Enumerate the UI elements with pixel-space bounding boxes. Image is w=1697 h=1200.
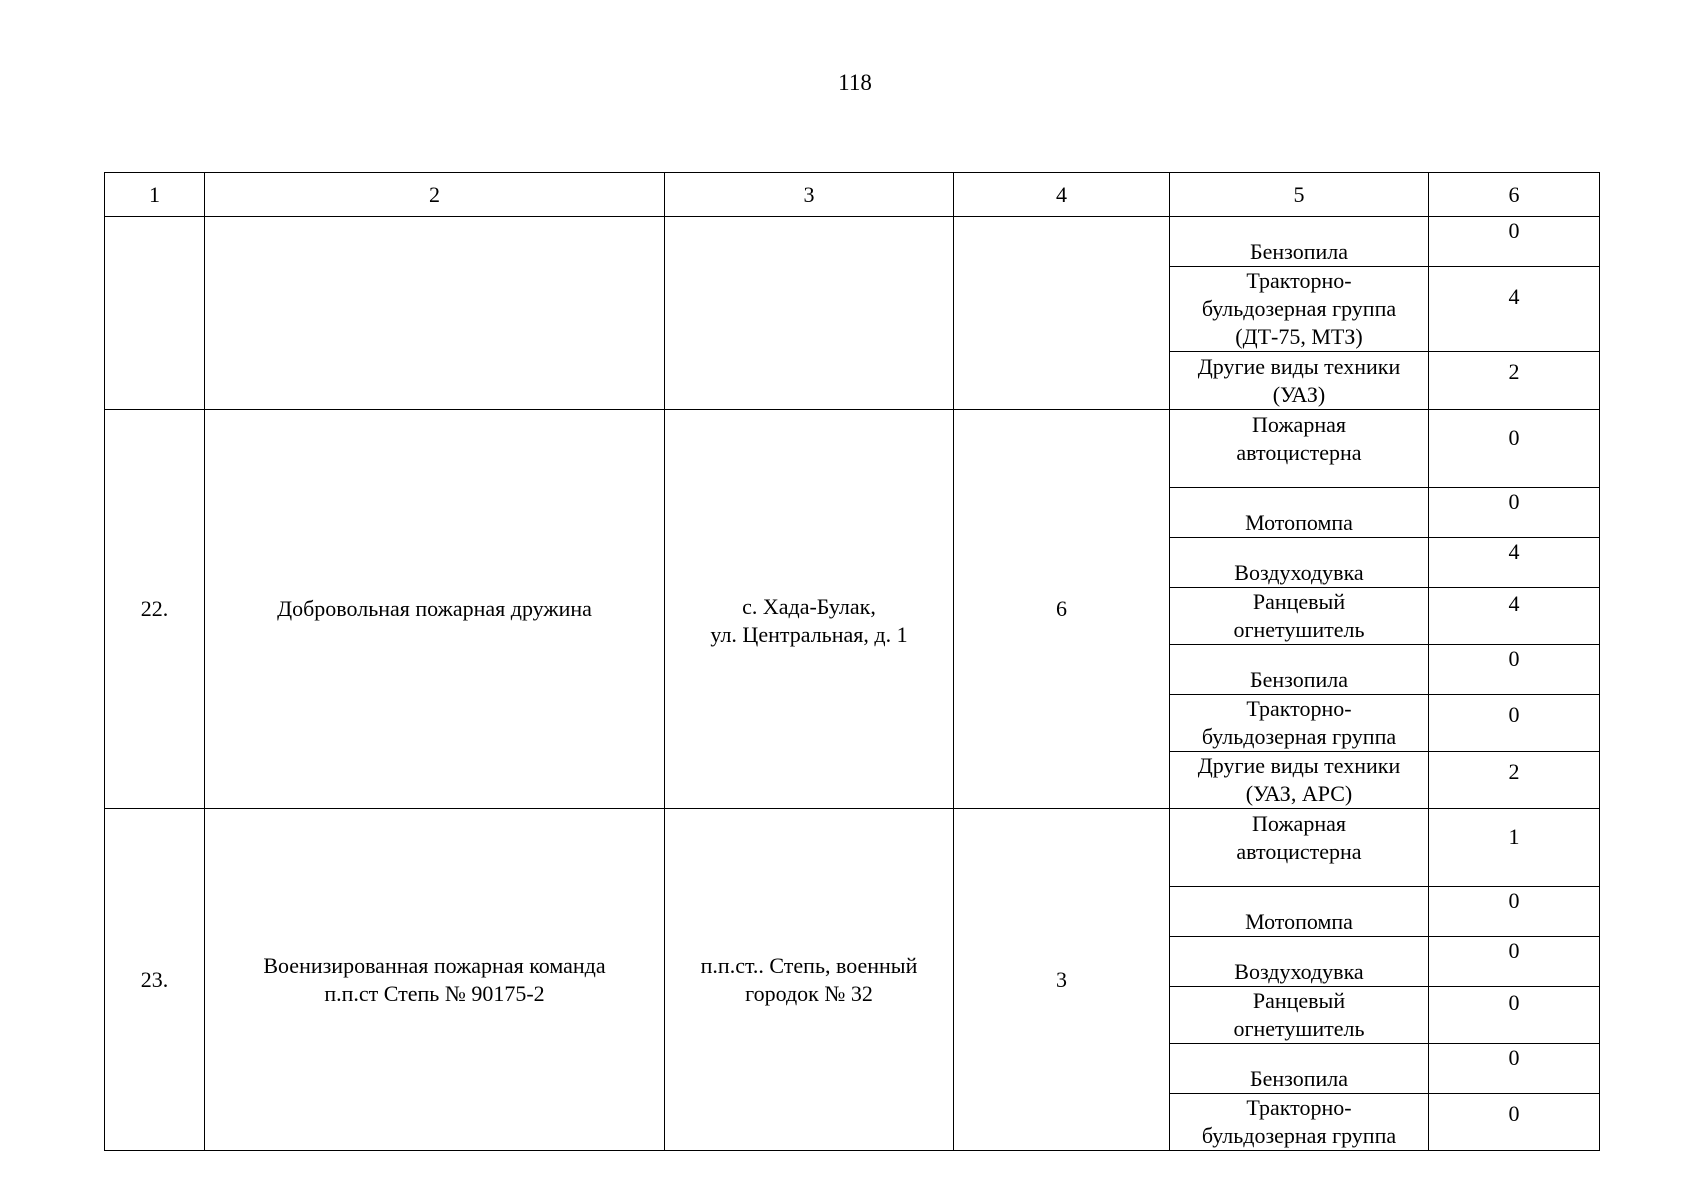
unit-address: п.п.ст.. Степь, военный городок № 32 xyxy=(665,809,954,1151)
table-row xyxy=(105,217,1600,267)
equipment-qty: 2 xyxy=(1429,752,1600,809)
continuation-address-cell xyxy=(665,217,954,410)
equipment-qty: 4 xyxy=(1429,538,1600,588)
equipment-label: Пожарная автоцистерна xyxy=(1170,809,1429,887)
equipment-qty: 0 xyxy=(1429,217,1600,267)
equipment-qty: 0 xyxy=(1429,987,1600,1044)
equipment-label: Другие виды техники (УАЗ, АРС) xyxy=(1170,752,1429,809)
header-row xyxy=(105,173,1600,217)
table-row xyxy=(105,410,1600,488)
page-number: 118 xyxy=(838,70,872,95)
equipment-qty: 0 xyxy=(1429,1044,1600,1094)
equipment-label: Тракторно- бульдозерная группа (ДТ-75, МТЗ) xyxy=(1170,267,1429,352)
equipment-qty: 0 xyxy=(1429,1094,1600,1151)
header-cell-2: 2 xyxy=(205,173,665,217)
personnel-count: 3 xyxy=(954,809,1170,1151)
equipment-qty: 0 xyxy=(1429,488,1600,538)
equipment-label: Пожарная автоцистерна xyxy=(1170,410,1429,488)
equipment-qty: 0 xyxy=(1429,695,1600,752)
entry-number: 22. xyxy=(105,410,205,809)
equipment-label: Другие виды техники (УАЗ) xyxy=(1170,352,1429,410)
personnel-count: 6 xyxy=(954,410,1170,809)
equipment-qty: 4 xyxy=(1429,588,1600,645)
continuation-name-cell xyxy=(205,217,665,410)
continuation-num-cell xyxy=(105,217,205,410)
equipment-qty: 2 xyxy=(1429,352,1600,410)
equipment-qty: 1 xyxy=(1429,809,1600,887)
header-cell-3: 3 xyxy=(665,173,954,217)
header-cell-6: 6 xyxy=(1429,173,1600,217)
equipment-qty: 0 xyxy=(1429,410,1600,488)
unit-name: Добровольная пожарная дружина xyxy=(205,410,665,809)
equipment-qty: 0 xyxy=(1429,887,1600,937)
equipment-label: Бензопила xyxy=(1170,645,1429,695)
equipment-label: Тракторно- бульдозерная группа xyxy=(1170,695,1429,752)
header-cell-4: 4 xyxy=(954,173,1170,217)
equipment-label: Бензопила xyxy=(1170,217,1429,267)
equipment-table xyxy=(104,172,1600,1151)
equipment-label: Воздуходувка xyxy=(1170,937,1429,987)
equipment-label: Бензопила xyxy=(1170,1044,1429,1094)
equipment-label: Мотопомпа xyxy=(1170,887,1429,937)
header-cell-1: 1 xyxy=(105,173,205,217)
unit-address: с. Хада-Булак, ул. Центральная, д. 1 xyxy=(665,410,954,809)
header-cell-5: 5 xyxy=(1170,173,1429,217)
equipment-label: Мотопомпа xyxy=(1170,488,1429,538)
continuation-count-cell xyxy=(954,217,1170,410)
equipment-label: Ранцевый огнетушитель xyxy=(1170,588,1429,645)
equipment-qty: 4 xyxy=(1429,267,1600,352)
table-row xyxy=(105,809,1600,887)
equipment-qty: 0 xyxy=(1429,937,1600,987)
entry-number: 23. xyxy=(105,809,205,1151)
equipment-label: Тракторно- бульдозерная группа xyxy=(1170,1094,1429,1151)
equipment-qty: 0 xyxy=(1429,645,1600,695)
unit-name: Военизированная пожарная команда п.п.ст Степь № 90175-2 xyxy=(205,809,665,1151)
equipment-label: Воздуходувка xyxy=(1170,538,1429,588)
equipment-label: Ранцевый огнетушитель xyxy=(1170,987,1429,1044)
